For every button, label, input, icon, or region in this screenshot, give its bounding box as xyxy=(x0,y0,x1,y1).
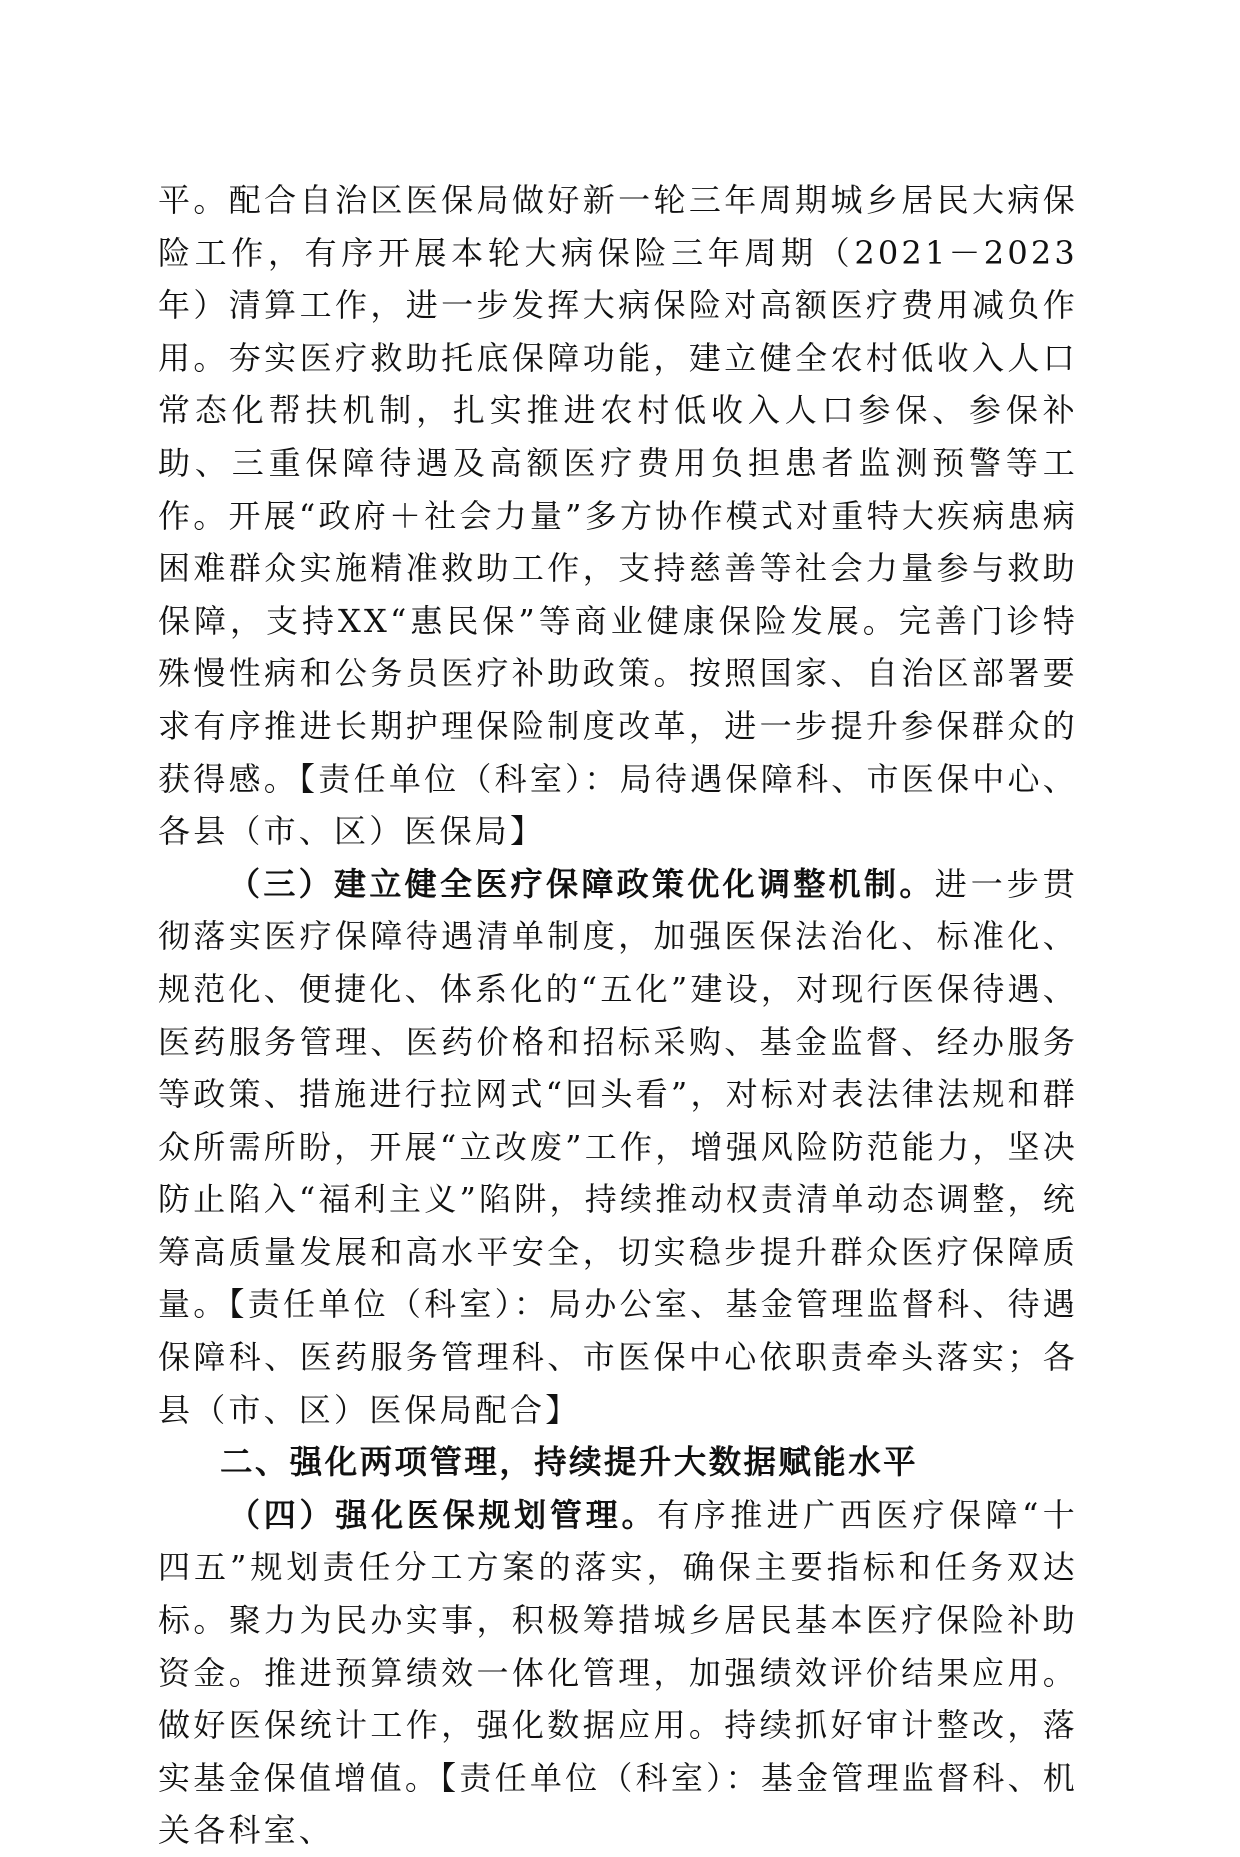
paragraph-item-4 xyxy=(158,1489,1078,1857)
document-body xyxy=(158,174,1078,1857)
paragraph-item-3 xyxy=(158,858,1078,1437)
item-4-title: （四）强化医保规划管理。 xyxy=(228,1495,658,1534)
item-4-body: 有序推进广西医疗保障“十四五”规划责任分工方案的落实，确保主要指标和任务双达标。聚力为民办实事，积极筹措城乡居民基本医疗保险补助资金。推进预算绩效一体化管理，加强绩效评价结果应用。做好医保统计工作，强化数据应用。持续抓好审计整改，落实基金保值增值。【责任单位（科室）：基金管理监督科、机关各科室、 xyxy=(158,1495,1078,1850)
continued-paragraph: 平。配合自治区医保局做好新一轮三年周期城乡居民大病保险工作，有序开展本轮大病保险三年周期（2021－2023年）清算工作，进一步发挥大病保险对高额医疗费用减负作用。夯实医疗救助托底保障功能，建立健全农村低收入人口常态化帮扶机制，扎实推进农村低收入人口参保、参保补助、三重保障待遇及高额医疗费用负担患者监测预警等工作。开展“政府＋社会力量”多方协作模式对重特大疾病患病困难群众实施精准救助工作，支持慈善等社会力量参与救助保障，支持XX“惠民保”等商业健康保险发展。完善门诊特殊慢性病和公务员医疗补助政策。按照国家、自治区部署要求有序推进长期护理保险制度改革，进一步提升参保群众的获得感。【责任单位（科室）：局待遇保障科、市医保中心、各县（市、区）医保局】 xyxy=(158,181,1078,851)
section-2-heading: 二、强化两项管理，持续提升大数据赋能水平 xyxy=(220,1443,919,1482)
item-3-body: 进一步贯彻落实医疗保障待遇清单制度，加强医保法治化、标准化、规范化、便捷化、体系化的“五化”建设，对现行医保待遇、医药服务管理、医药价格和招标采购、基金监督、经办服务等政策、措施进行拉网式“回头看”，对标对表法律法规和群众所需所盼，开展“立改废”工作，增强风险防范能力，坚决防止陷入“福利主义”陷阱，持续推动权责清单动态调整，统筹高质量发展和高水平安全，切实稳步提升群众医疗保障质量。【责任单位（科室）：局办公室、基金管理监督科、待遇保障科、医药服务管理科、市医保中心依职责牵头落实；各县（市、区）医保局配合】 xyxy=(158,864,1078,1429)
item-3-title: （三）建立健全医疗保障政策优化调整机制。 xyxy=(228,864,935,903)
